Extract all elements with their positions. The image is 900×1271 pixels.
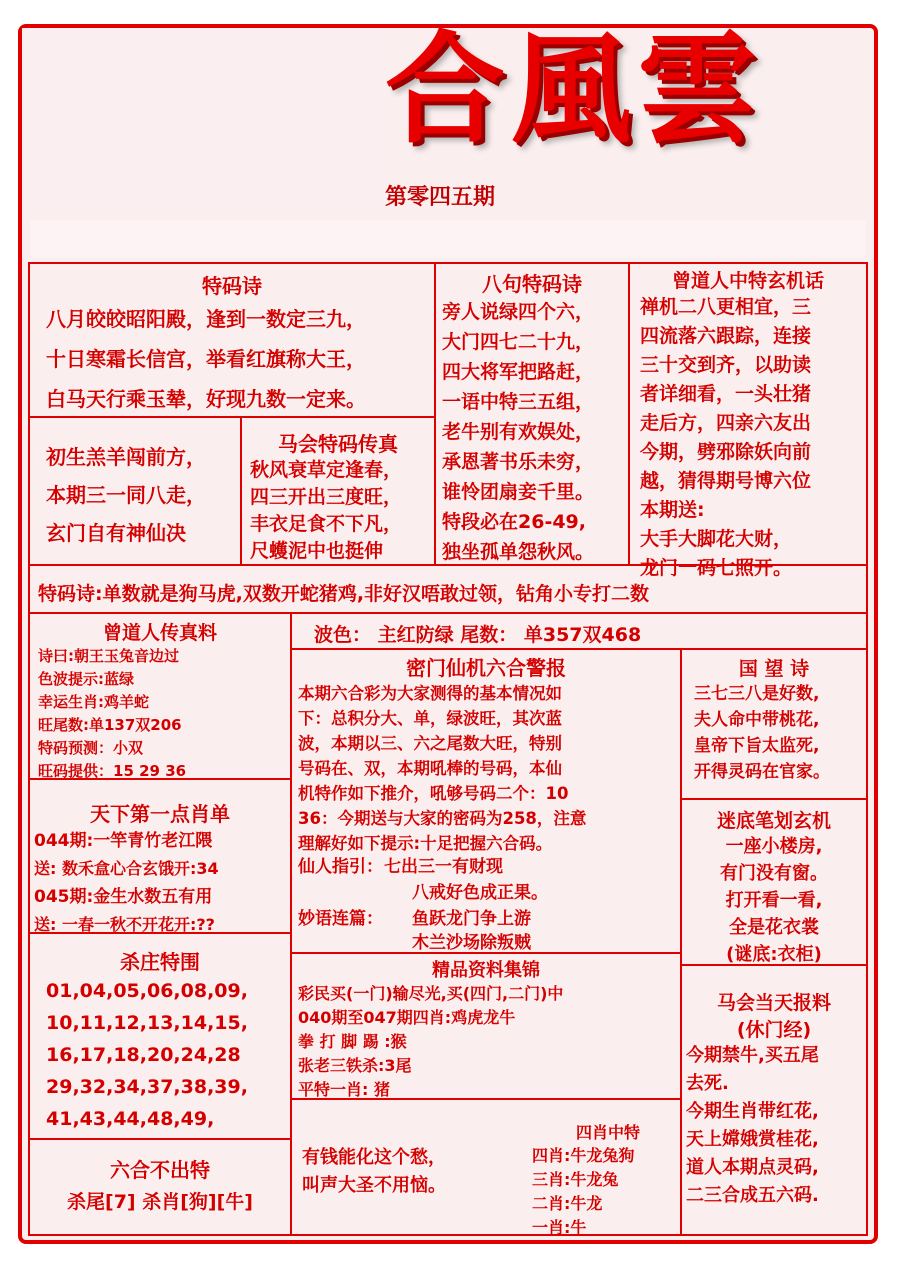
text-line: 天上嫦娥赏桂花, xyxy=(686,1129,819,1150)
guowang-box xyxy=(680,648,868,800)
mimen-box xyxy=(290,648,682,954)
te-ma-shi-box xyxy=(28,262,436,418)
mahui-today-title: 马会当天报料 xyxy=(716,992,831,1014)
ba-ju-title: 八句特码诗 xyxy=(482,272,582,296)
text-line: 彩民买(一门)输尽光,买(四门,二门)中 xyxy=(298,984,564,1003)
poem-line: 谁怜团扇妾千里。 xyxy=(442,481,595,503)
body-line: 理解好如下提示:十足把握六合码。 xyxy=(298,834,553,853)
poem-line: 独坐孤单怨秋风。 xyxy=(442,541,595,563)
text-line: 特码预测：小双 xyxy=(38,739,144,757)
body-line: 36：今期送与大家的密码为258，注意 xyxy=(298,809,587,828)
jingpin-box xyxy=(290,952,682,1100)
text-line: 有钱能化这个愁， xyxy=(302,1147,446,1168)
text-line: 色波提示:蓝绿 xyxy=(38,670,134,688)
text-line: 045期:金生水数五有用 xyxy=(34,887,213,907)
poem-line: 承恩著书乐未穷， xyxy=(442,451,595,473)
four-zodiac-title: 四肖中特 xyxy=(576,1123,641,1142)
issue-number: 第零四五期 xyxy=(385,185,496,210)
poem-line: 夫人命中带桃花, xyxy=(694,710,820,730)
mahui-today-box xyxy=(680,964,868,1236)
te-ma-shi-title: 特码诗 xyxy=(202,274,262,298)
text-line: 去死. xyxy=(686,1073,729,1094)
wave-box xyxy=(290,612,868,650)
midi-title: 迷底笔划玄机 xyxy=(716,810,831,832)
text-line: 者详细看，一头壮猪 xyxy=(640,383,812,405)
zeng-xuan-box xyxy=(628,262,868,579)
poem-line: 三七三八是好数, xyxy=(694,684,820,704)
text-line: 本期送: xyxy=(640,499,705,521)
body-line: 本期六合彩为大家测得的基本情况如 xyxy=(298,684,562,703)
text-line: 平特一肖: 猪 xyxy=(298,1080,390,1099)
buchu-text: 杀尾[7] 杀肖[狗][牛] xyxy=(67,1191,253,1213)
poem-line: 本期三一同八走， xyxy=(46,483,206,507)
guide-label: 仙人指引： xyxy=(298,857,383,877)
zodiac-line: 三肖:牛龙兔 xyxy=(532,1170,619,1189)
shazhuang-box xyxy=(28,932,292,1140)
zodiac-line: 四肖:牛龙兔狗 xyxy=(532,1146,635,1165)
poem-line: 四三开出三度旺， xyxy=(250,486,403,508)
poem-label: 妙语连篇： xyxy=(298,909,383,929)
text-line: 走后方，四亲六友出 xyxy=(640,412,812,434)
poem-line: 白马天行乘玉辇，好现九数一定来。 xyxy=(46,387,366,411)
guide-line: 七出三一有财现 xyxy=(384,857,503,877)
guide-line: 八戒好色成正果。 xyxy=(412,883,548,903)
zodiac-line: 二肖:牛龙 xyxy=(532,1194,603,1213)
mimen-title: 密门仙机六合警报 xyxy=(406,656,566,680)
jingpin-title: 精品资料集锦 xyxy=(432,960,540,981)
mahui-today-subtitle: (休门经) xyxy=(736,1019,812,1041)
poem-line: 秋风衰草定逢春， xyxy=(250,459,403,481)
text-line: 拳 打 脚 踢 :猴 xyxy=(298,1032,407,1051)
text-line: 道人本期点灵码, xyxy=(686,1157,819,1178)
poem-line: 丰衣足食不下凡， xyxy=(250,513,403,535)
number-line: 29,32,34,37,38,39, xyxy=(46,1076,248,1098)
poem-line: 鱼跃龙门争上游 xyxy=(412,909,531,929)
logo-placeholder xyxy=(22,28,382,213)
poem-line: 木兰沙场除叛贼 xyxy=(412,933,531,953)
text-line: 四流落六跟踪，连接 xyxy=(640,325,812,347)
buchu-box xyxy=(28,1138,292,1236)
text-line: 幸运生肖:鸡羊蛇 xyxy=(38,693,149,711)
poem-line: 尺蠖泥中也挺伸 xyxy=(250,540,384,562)
text-line: 旺码提供：15 29 36 xyxy=(38,762,187,780)
header-strip xyxy=(30,220,866,258)
zeng-xuan-title: 曾道人中特玄机话 xyxy=(671,270,824,292)
tianxia-box xyxy=(28,778,292,934)
zeng-fax-box xyxy=(28,612,292,780)
text-line: 张老三铁杀:3尾 xyxy=(298,1056,412,1075)
text-line: 越，猜得期号博六位 xyxy=(640,470,812,492)
body-line: 机特作如下推介，吼够号码二个：10 xyxy=(298,784,569,803)
text-line: 今期，劈邪除妖向前 xyxy=(640,441,812,463)
poem-line: 一语中特三五组， xyxy=(442,391,595,413)
buchu-title: 六合不出特 xyxy=(110,1158,210,1182)
poem-line: 八月皎皎昭阳殿，逢到一数定三九， xyxy=(46,307,366,331)
riddle-line: 一座小楼房, xyxy=(725,836,823,857)
body-line: 下：总积分大、单，绿波旺，其次蓝 xyxy=(298,709,562,728)
text-line: 龙门一码七照开。 xyxy=(640,557,793,579)
poem-line: 四大将军把路赶， xyxy=(442,361,595,383)
text-line: 诗曰:朝王玉兔音边过 xyxy=(38,647,179,665)
riddle-line: 全是花衣裳 xyxy=(729,917,819,938)
body-line: 波，本期以三、六之尾数大旺，特别 xyxy=(298,734,562,753)
poem-line: 皇帝下旨太监死, xyxy=(694,736,820,756)
text-line: 今期禁牛,买五尾 xyxy=(686,1045,819,1066)
poem-line: 老牛别有欢娱处， xyxy=(442,421,595,443)
ma-hui-zhen-title: 马会特码传真 xyxy=(278,432,398,456)
poem-line: 玄门自有神仙决 xyxy=(46,521,186,545)
number-line: 10,11,12,13,14,15, xyxy=(46,1012,248,1034)
text-line: 大手大脚花大财， xyxy=(640,528,793,550)
number-line: 16,17,18,20,24,28 xyxy=(46,1044,241,1066)
number-line: 01,04,05,06,08,09, xyxy=(46,980,248,1002)
ba-ju-box xyxy=(434,262,630,566)
masthead-title: 合風雲 xyxy=(385,19,763,160)
text-line: 旺尾数:单137双206 xyxy=(38,716,182,734)
poem-line: 大门四七二十九， xyxy=(442,331,595,353)
poem-line: 开得灵码在官家。 xyxy=(694,762,830,782)
text-line: 040期至047期四肖:鸡虎龙牛 xyxy=(298,1008,516,1027)
tianxia-title: 天下第一点肖单 xyxy=(90,802,230,826)
text-line: 送: 数禾盒心合玄饿开:34 xyxy=(34,859,219,878)
text-line: 044期:一竿青竹老江隈 xyxy=(34,831,213,851)
riddle-line: 有门没有窗。 xyxy=(720,863,828,884)
shazhuang-title: 杀庄特围 xyxy=(120,950,200,974)
text-line: 送: 一春一秋不开花开:?? xyxy=(34,915,215,934)
riddle-line: 打开看一看, xyxy=(725,890,823,911)
banner-box xyxy=(28,564,868,614)
text-line: 禅机二八更相宜，三 xyxy=(640,296,812,318)
text-line: 叫声大圣不用恼。 xyxy=(302,1175,446,1196)
poem-line: 特段必在26-49, xyxy=(442,511,586,533)
text-line: 今期生肖带红花, xyxy=(686,1101,819,1122)
poem-line: 初生羔羊闯前方， xyxy=(46,445,206,469)
wave-text: 波色： 主红防绿 尾数： 单357双468 xyxy=(314,624,642,646)
zeng-fax-title: 曾道人传真料 xyxy=(102,622,217,644)
poem-line: 十日寒霜长信宫，举看红旗称大王， xyxy=(46,347,366,371)
riddle-answer: (谜底:衣柜) xyxy=(726,944,822,965)
chu-sheng-box xyxy=(28,416,242,566)
number-line: 41,43,44,48,49, xyxy=(46,1108,215,1130)
banner-text: 特码诗:单数就是狗马虎,双数开蛇猪鸡,非好汉唔敢过领，钻角小专打二数 xyxy=(38,583,650,605)
midi-box xyxy=(680,798,868,966)
guowang-title: 国 望 诗 xyxy=(738,658,810,680)
poem-line: 旁人说绿四个六， xyxy=(442,301,595,323)
text-line: 三十交到齐，以助读 xyxy=(640,354,812,376)
ma-hui-zhen-box xyxy=(240,416,436,566)
text-line: 二三合成五六码. xyxy=(686,1185,819,1206)
money-box xyxy=(290,1098,682,1236)
zodiac-line: 一肖:牛 xyxy=(532,1218,587,1237)
body-line: 号码在、双，本期吼棒的号码，本仙 xyxy=(298,759,562,778)
